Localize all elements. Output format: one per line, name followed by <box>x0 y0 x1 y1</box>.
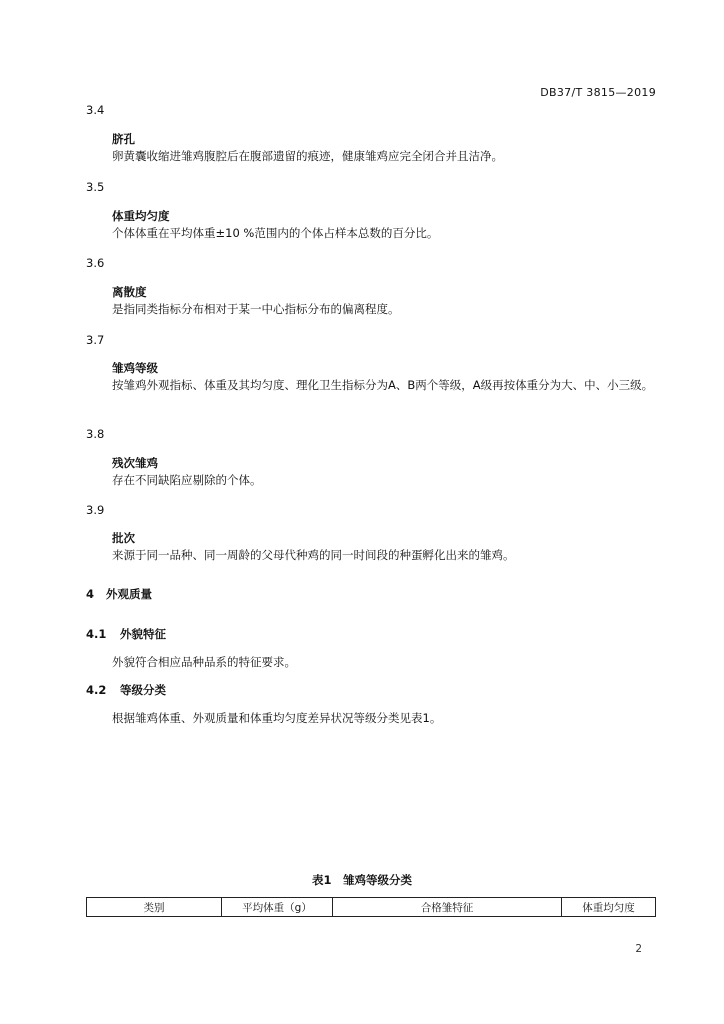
subsection-title: 外貌特征 <box>120 627 166 641</box>
page-number: 2 <box>635 943 642 955</box>
clause-number: 3.6 <box>86 256 105 270</box>
table-header-cell: 平均体重（g） <box>222 898 333 917</box>
term-title: 离散度 <box>112 285 147 299</box>
table-header-cell: 合格雏特征 <box>333 898 562 917</box>
term-title: 体重均匀度 <box>112 209 170 223</box>
subsection-number: 4.1 <box>86 627 107 641</box>
term-definition: 按雏鸡外观指标、体重及其均匀度、理化卫生指标分为A、B两个等级，A级再按体重分为大、中、小三级。 <box>112 378 654 392</box>
grading-table <box>86 897 656 917</box>
table-header-cell: 体重均匀度 <box>562 898 656 917</box>
clause-number: 3.9 <box>86 503 105 517</box>
subsection-heading <box>86 682 166 698</box>
table-header-cell: 类别 <box>87 898 222 917</box>
subsection-number: 4.2 <box>86 683 107 697</box>
subsection-heading <box>86 626 166 642</box>
term-title: 残次雏鸡 <box>112 456 158 470</box>
section-heading <box>86 586 152 602</box>
term-definition: 存在不同缺陷应剔除的个体。 <box>112 473 262 487</box>
subsection-title: 等级分类 <box>120 683 166 697</box>
term-definition: 卵黄囊收缩进雏鸡腹腔后在腹部遗留的痕迹，健康雏鸡应完全闭合并且洁净。 <box>112 149 503 163</box>
term-definition: 来源于同一品种、同一周龄的父母代种鸡的同一时间段的种蛋孵化出来的雏鸡。 <box>112 548 515 562</box>
paragraph: 外貌符合相应品种品系的特征要求。 <box>112 655 296 669</box>
section-number: 4 <box>86 587 95 601</box>
table-header-row <box>87 898 656 917</box>
paragraph: 根据雏鸡体重、外观质量和体重均匀度差异状况等级分类见表1。 <box>112 711 442 725</box>
term-title: 雏鸡等级 <box>112 361 158 375</box>
clause-number: 3.7 <box>86 333 105 347</box>
term-title: 批次 <box>112 531 135 545</box>
section-title: 外观质量 <box>106 587 152 601</box>
table-caption: 表1 雏鸡等级分类 <box>311 873 412 887</box>
term-title: 脐孔 <box>112 132 135 146</box>
term-definition: 是指同类指标分布相对于某一中心指标分布的偏离程度。 <box>112 302 400 316</box>
term-definition: 个体体重在平均体重±10 %范围内的个体占样本总数的百分比。 <box>112 226 439 240</box>
clause-number: 3.4 <box>86 103 105 117</box>
clause-number: 3.5 <box>86 180 105 194</box>
clause-number: 3.8 <box>86 427 105 441</box>
document-code: DB37/T 3815—2019 <box>540 86 656 99</box>
